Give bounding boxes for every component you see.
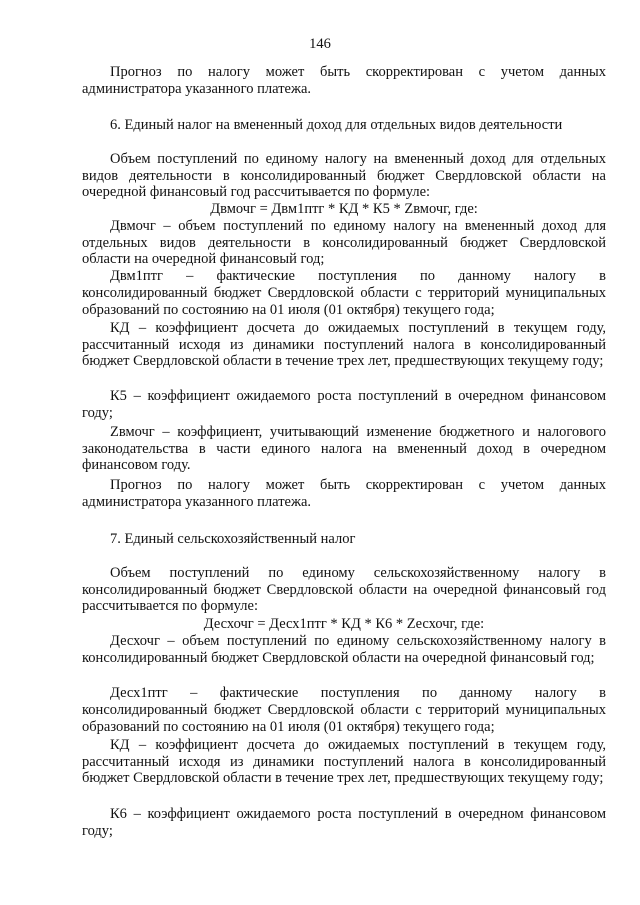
- section-6-intro: Объем поступлений по единому налогу на вмененный доход для отдельных видов деятельности в консолидированный бюджет Свердловской области на очередной финансовый год рассчитывается по формуле:: [82, 151, 606, 200]
- section-6-def-k5: К5 – коэффициент ожидаемого роста поступлений в очередном финансовом году;: [82, 388, 606, 421]
- section-6-def-dvmochg: Двмочг – объем поступлений по единому налогу на вмененный доход для отдельных видов деятельности в консолидированный бюджет Свердловской области на очередной финансовый год;: [82, 218, 606, 267]
- forecast-note-line1: Прогноз по налогу может быть скорректирован с учетом данных: [110, 64, 606, 80]
- section-7-def-deskh1ptg-rest: консолидированный бюджет Свердловской области с территорий муниципальных образований по состоянию на 01 июля (01 октября) текущего года;: [82, 702, 606, 735]
- section-6-def-zvmochg: Zвмочг – коэффициент, учитывающий изменение бюджетного и налогового законодательства в части единого налога на вмененный доход в очередном финансовом году.: [82, 424, 606, 473]
- section-6-formula: Двмочг = Двм1птг * КД * К5 * Zвмочг, где:: [210, 201, 478, 217]
- section-6-def-dvm1ptg-rest: консолидированный бюджет Свердловской области с территорий муниципальных образований по состоянию на 01 июля (01 октября) текущего года;: [82, 285, 606, 318]
- page-number: 146: [309, 36, 331, 52]
- section-7-formula: Десхочг = Десх1птг * КД * К6 * Zесхочг, где:: [203, 616, 485, 632]
- section-7-def-deskhochg: Десхочг – объем поступлений по единому сельскохозяйственному налогу в консолидированный бюджет Свердловской области на очередной финансовый год;: [82, 633, 606, 666]
- section-7-def-kd: КД – коэффициент досчета до ожидаемых поступлений в текущем году, рассчитанный исходя из динамики поступлений налога в консолидированный бюджет Свердловской области в течение трех лет, предшествующих текущему году;: [82, 737, 606, 786]
- section-6-forecast-line2: администратора указанного платежа.: [82, 494, 312, 510]
- section-6-heading: 6. Единый налог на вмененный доход для отдельных видов деятельности: [110, 117, 563, 133]
- forecast-note-line2: администратора указанного платежа.: [82, 81, 312, 97]
- section-7-def-k6: К6 – коэффициент ожидаемого роста поступлений в очередном финансовом году;: [82, 806, 606, 839]
- section-7-intro: Объем поступлений по единому сельскохозяйственному налогу в консолидированный бюджет Свердловской области на очередной финансовый год рассчитывается по формуле:: [82, 565, 606, 614]
- section-6-forecast-line1: Прогноз по налогу может быть скорректирован с учетом данных: [110, 477, 606, 493]
- section-7-def-deskh1ptg-line1: Десх1птг – фактические поступления по данному налогу в: [110, 685, 606, 701]
- section-6-def-kd: КД – коэффициент досчета до ожидаемых поступлений в текущем году, рассчитанный исходя из динамики поступлений налога в консолидированный бюджет Свердловской области в течение трех лет, предшествующих текущему году;: [82, 320, 606, 369]
- section-6-def-dvm1ptg-line1: Двм1птг – фактические поступления по данному налогу в: [110, 268, 606, 284]
- section-7-heading: 7. Единый сельскохозяйственный налог: [110, 531, 356, 547]
